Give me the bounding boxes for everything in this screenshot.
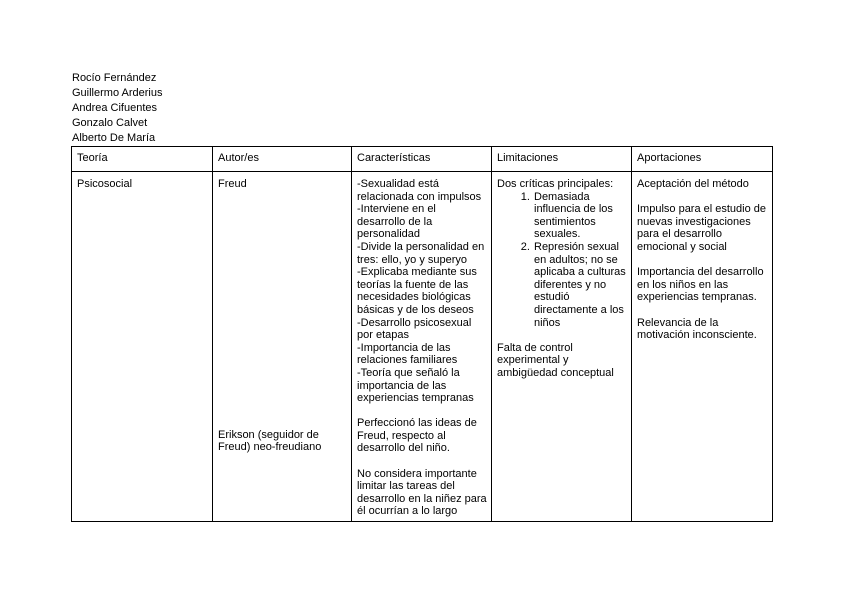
authors-list (72, 71, 162, 146)
caracteristica-item: -Desarrollo psicosexual por etapas (357, 316, 472, 342)
autor-erikson: Erikson (seguidor de Freud) neo-freudiano (218, 428, 322, 454)
table-header-row (72, 147, 773, 172)
aportacion-item: Aceptación del método (637, 178, 749, 190)
author-name: Alberto De María (72, 132, 156, 144)
header-limitaciones: Limitaciones (492, 147, 632, 172)
cell-autores (213, 172, 352, 522)
cell-caracteristicas (352, 172, 492, 522)
caracteristica-item: -Interviene en el desarrollo de la personalidad (357, 203, 436, 241)
limitaciones-extra: Falta de control experimental y ambigüedad conceptual (497, 341, 614, 379)
aportacion-item: Relevancia de la motivación inconsciente. (637, 316, 757, 342)
caracteristica-erikson: No considera importante limitar las tareas del desarrollo en la niñez para él ocurrían a lo largo (357, 467, 487, 518)
author-name: Rocío Fernández (72, 72, 157, 84)
caracteristica-item: -Importancia de las relaciones familiares (357, 341, 458, 367)
aportacion-item: Importancia del desarrollo en los niños en las experiencias tempranas. (637, 266, 764, 304)
caracteristica-item: -Teoría que señaló la importancia de las experiencias tempranas (357, 366, 474, 405)
author-name: Gonzalo Calvet (72, 117, 148, 129)
header-autores: Autor/es (213, 147, 352, 172)
limitaciones-list (497, 191, 627, 330)
table-row (72, 172, 773, 522)
caracteristica-item: -Explicaba mediante sus teorías la fuente de las necesidades biológicas básicas y de los deseos (357, 266, 477, 316)
header-aportaciones: Aportaciones (632, 147, 773, 172)
cell-aportaciones (632, 172, 773, 522)
theory-table (71, 146, 773, 522)
header-teoria: Teoría (72, 147, 213, 172)
limitaciones-intro: Dos críticas principales: (497, 178, 614, 190)
limitacion-item: 1. Demasiada influencia de los sentimientos sexuales. (533, 191, 627, 241)
cell-teoria (72, 172, 213, 522)
caracteristica-item: -Divide la personalidad en tres: ello, yo y superyo (357, 240, 485, 266)
caracteristica-item: -Sexualidad está relacionada con impulsos (357, 178, 482, 203)
autor-freud: Freud (218, 178, 247, 190)
author-name: Guillermo Arderius (72, 87, 163, 99)
cell-limitaciones (492, 172, 632, 522)
author-name: Andrea Cifuentes (72, 102, 157, 114)
caracteristica-erikson: Perfeccionó las ideas de Freud, respecto al desarrollo del niño. (357, 417, 477, 455)
limitacion-item: 2. Represión sexual en adultos; no se aplicaba a culturas diferentes y no estudió directamente a los niños (533, 241, 627, 329)
aportacion-item: Impulso para el estudio de nuevas investigaciones para el desarrollo emocional y social (637, 203, 767, 253)
teoria-value: Psicosocial (77, 178, 133, 190)
header-caracteristicas: Características (352, 147, 492, 172)
